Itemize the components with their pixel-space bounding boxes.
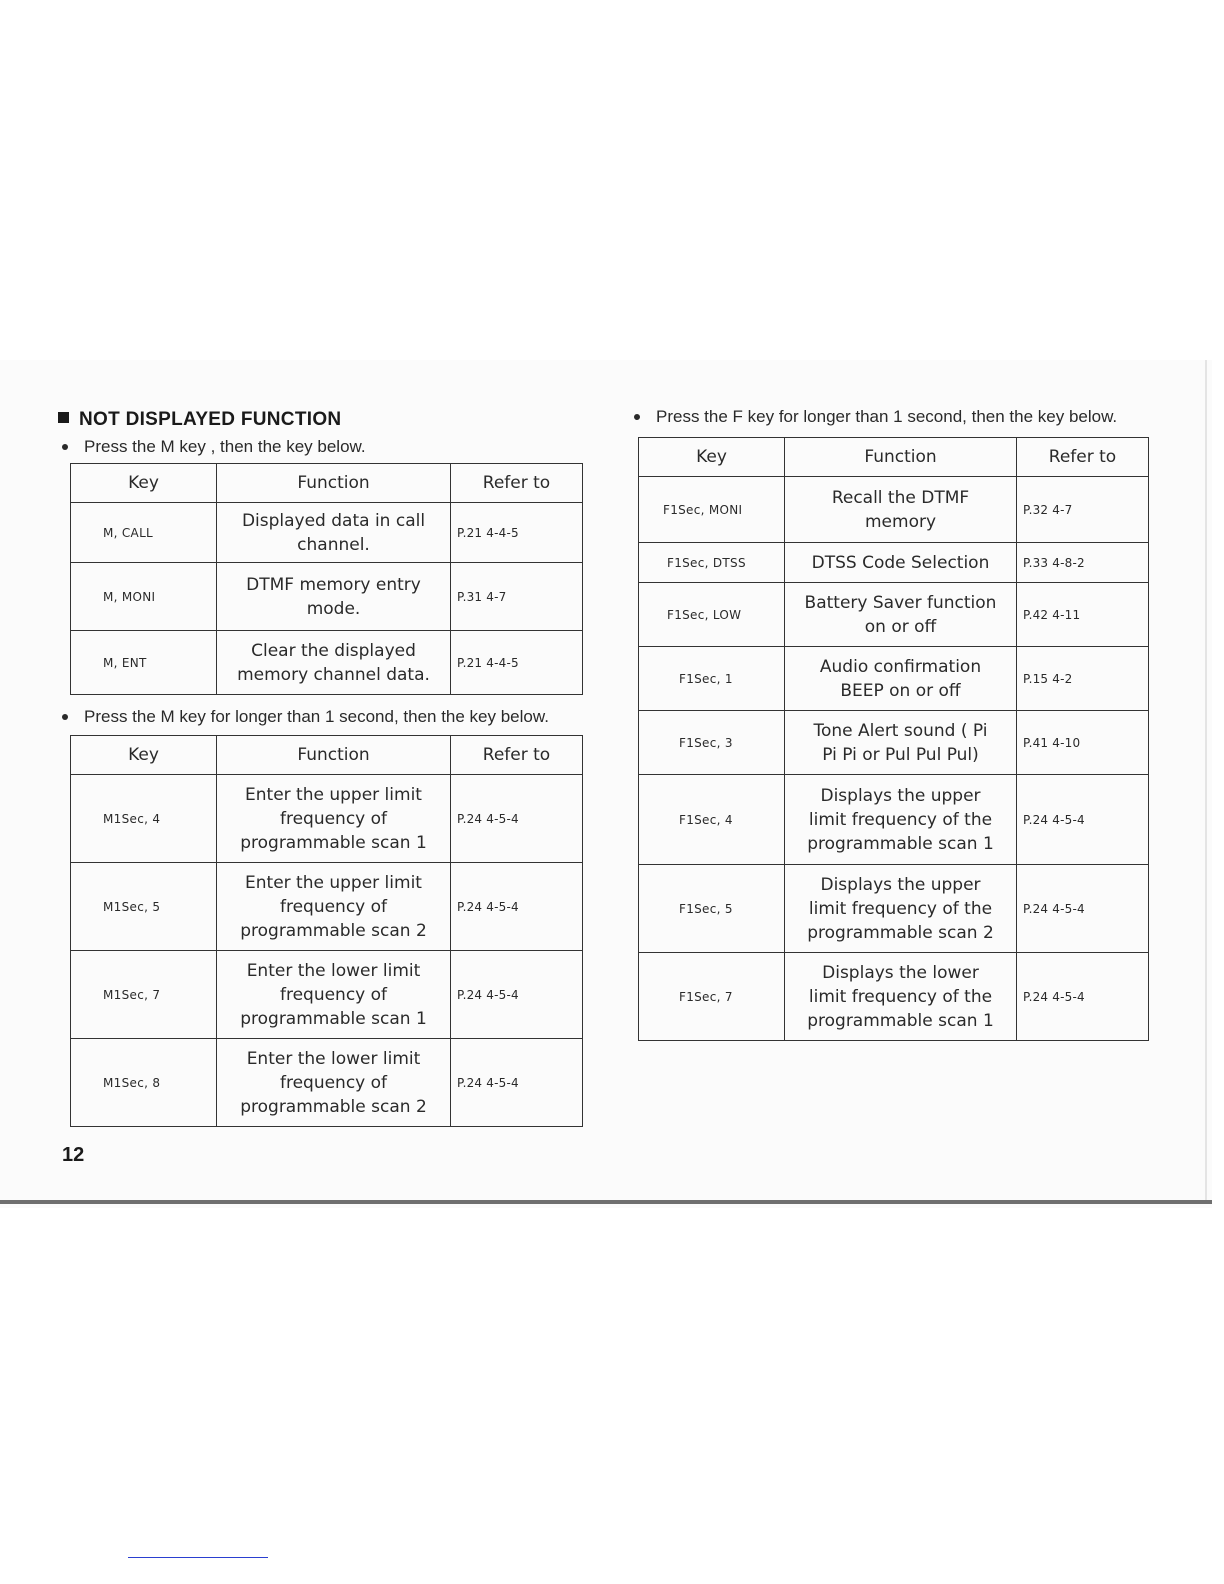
function-cell: Enter the upper limit frequency of programmable scan 2 — [217, 863, 451, 951]
key-cell: F1Sec, LOW — [639, 583, 785, 647]
table-row — [639, 775, 1149, 865]
key-cell: F1Sec, 1 — [639, 647, 785, 711]
ref-cell: P.31 4-7 — [451, 563, 583, 631]
table-row — [639, 543, 1149, 583]
table-row — [71, 1039, 583, 1127]
table-row — [639, 583, 1149, 647]
key-cell: F1Sec, MONI — [639, 477, 785, 543]
key-cell: F1Sec, DTSS — [639, 543, 785, 583]
function-cell: Battery Saver function on or off — [785, 583, 1017, 647]
underline-mark — [128, 1557, 268, 1558]
square-bullet-icon — [58, 412, 69, 423]
table-row — [639, 953, 1149, 1041]
header-key: Key — [71, 464, 217, 503]
header-function: Function — [785, 438, 1017, 477]
instruction-m-key-long: Press the M key for longer than 1 second, then the key below. — [56, 705, 586, 729]
key-cell: F1Sec, 7 — [639, 953, 785, 1041]
instruction-m-key: Press the M key , then the key below. — [56, 435, 586, 459]
instruction-f-key-long: Press the F key for longer than 1 second, then the key below. — [628, 405, 1158, 429]
table-row — [71, 631, 583, 695]
function-cell: DTMF memory entry mode. — [217, 563, 451, 631]
header-function: Function — [217, 736, 451, 775]
ref-cell: P.24 4-5-4 — [451, 951, 583, 1039]
function-cell: Tone Alert sound ( Pi Pi Pi or Pul Pul Pul) — [785, 711, 1017, 775]
key-cell: M1Sec, 7 — [71, 951, 217, 1039]
key-cell: M1Sec, 5 — [71, 863, 217, 951]
key-cell: M, CALL — [71, 503, 217, 563]
function-cell: Displays the upper limit frequency of the programmable scan 2 — [785, 865, 1017, 953]
table-row — [71, 951, 583, 1039]
key-cell: F1Sec, 5 — [639, 865, 785, 953]
function-cell: Displays the upper limit frequency of the programmable scan 1 — [785, 775, 1017, 865]
function-cell: DTSS Code Selection — [785, 543, 1017, 583]
ref-cell: P.21 4-4-5 — [451, 631, 583, 695]
key-cell: F1Sec, 3 — [639, 711, 785, 775]
page-number: 12 — [62, 1144, 85, 1166]
header-function: Function — [217, 464, 451, 503]
header-refer-to: Refer to — [451, 736, 583, 775]
function-cell: Displayed data in call channel. — [217, 503, 451, 563]
page-edge — [1205, 360, 1207, 1202]
table-row — [639, 865, 1149, 953]
table-row — [71, 563, 583, 631]
ref-cell: P.21 4-4-5 — [451, 503, 583, 563]
right-column — [628, 405, 1158, 1041]
function-cell: Displays the lower limit frequency of the programmable scan 1 — [785, 953, 1017, 1041]
key-cell: M, ENT — [71, 631, 217, 695]
header-refer-to: Refer to — [1017, 438, 1149, 477]
table-row — [639, 647, 1149, 711]
key-cell: M, MONI — [71, 563, 217, 631]
function-cell: Clear the displayed memory channel data. — [217, 631, 451, 695]
table-row — [639, 711, 1149, 775]
section-heading: NOT DISPLAYED FUNCTION — [56, 405, 586, 435]
ref-cell: P.42 4-11 — [1017, 583, 1149, 647]
table-row — [639, 477, 1149, 543]
ref-cell: P.41 4-10 — [1017, 711, 1149, 775]
ref-cell: P.24 4-5-4 — [1017, 953, 1149, 1041]
table-header-row — [639, 438, 1149, 477]
f-key-long-table — [638, 437, 1149, 1041]
function-cell: Audio confirmation BEEP on or off — [785, 647, 1017, 711]
ref-cell: P.24 4-5-4 — [451, 1039, 583, 1127]
header-key: Key — [71, 736, 217, 775]
table-header-row — [71, 464, 583, 503]
left-column — [56, 405, 586, 1127]
key-cell: M1Sec, 4 — [71, 775, 217, 863]
m-key-long-table — [70, 735, 583, 1127]
ref-cell: P.32 4-7 — [1017, 477, 1149, 543]
ref-cell: P.24 4-5-4 — [451, 863, 583, 951]
page-bottom-rule — [0, 1200, 1212, 1204]
key-cell: F1Sec, 4 — [639, 775, 785, 865]
header-key: Key — [639, 438, 785, 477]
m-key-table — [70, 463, 583, 695]
ref-cell: P.15 4-2 — [1017, 647, 1149, 711]
ref-cell: P.24 4-5-4 — [451, 775, 583, 863]
ref-cell: P.33 4-8-2 — [1017, 543, 1149, 583]
function-cell: Enter the lower limit frequency of programmable scan 1 — [217, 951, 451, 1039]
header-refer-to: Refer to — [451, 464, 583, 503]
function-cell: Enter the lower limit frequency of programmable scan 2 — [217, 1039, 451, 1127]
table-header-row — [71, 736, 583, 775]
function-cell: Recall the DTMF memory — [785, 477, 1017, 543]
table-row — [71, 503, 583, 563]
key-cell: M1Sec, 8 — [71, 1039, 217, 1127]
ref-cell: P.24 4-5-4 — [1017, 865, 1149, 953]
table-row — [71, 775, 583, 863]
ref-cell: P.24 4-5-4 — [1017, 775, 1149, 865]
function-cell: Enter the upper limit frequency of programmable scan 1 — [217, 775, 451, 863]
table-row — [71, 863, 583, 951]
